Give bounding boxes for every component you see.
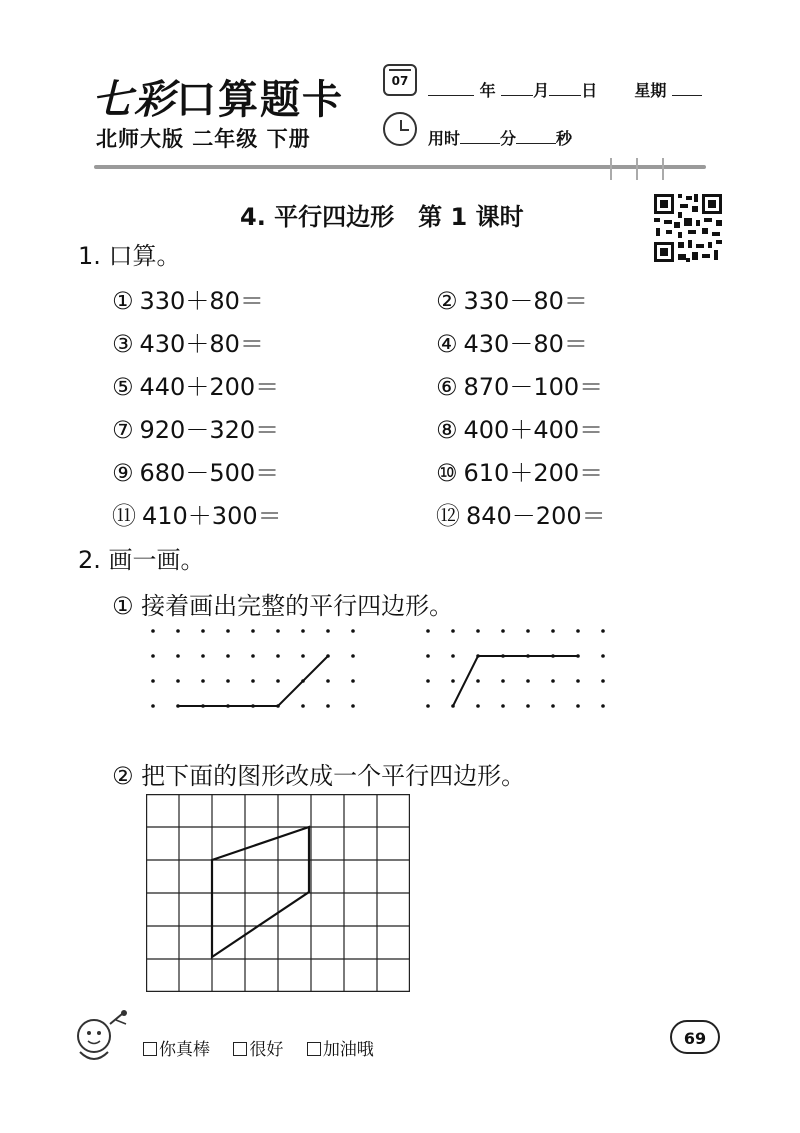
grid-dot	[226, 654, 230, 658]
grid-dot	[351, 629, 355, 633]
grid-dot	[301, 629, 305, 633]
minutes-label: 分	[500, 129, 517, 148]
trapezoid-shape	[212, 827, 309, 957]
grid-dot	[426, 654, 430, 658]
grid-dot	[326, 629, 330, 633]
equation-number: ⑫	[436, 502, 460, 530]
grid-dot	[151, 679, 155, 683]
grid-dot	[176, 654, 180, 658]
grid-dot	[276, 654, 280, 658]
square-grid[interactable]	[146, 794, 410, 992]
grid-dot	[476, 679, 480, 683]
checkbox-icon[interactable]	[233, 1042, 247, 1056]
weekday-blank[interactable]	[672, 81, 702, 96]
grid-dot	[351, 679, 355, 683]
grid-dot	[251, 679, 255, 683]
grid-dot	[251, 654, 255, 658]
equation-number: ⑥	[436, 373, 458, 401]
grid-dot	[601, 679, 605, 683]
grid-dot	[576, 704, 580, 708]
equation-item	[112, 324, 264, 359]
rating-label: 你真棒	[159, 1040, 210, 1060]
grid-dot	[451, 629, 455, 633]
grid-dot	[426, 629, 430, 633]
equation-expression: 610＋200＝	[463, 459, 604, 487]
drawing-question-2: ② 把下面的图形改成一个平行四边形。	[112, 762, 526, 790]
header-divider	[94, 165, 706, 169]
equation-item	[436, 410, 603, 445]
grid-dot	[551, 629, 555, 633]
clock-icon	[383, 112, 417, 146]
seconds-blank[interactable]	[516, 129, 556, 144]
equation-number: ⑦	[112, 416, 134, 444]
checkbox-icon[interactable]	[307, 1042, 321, 1056]
brand-title-part1: 七彩	[92, 77, 176, 123]
dot-grid-left	[151, 629, 355, 708]
grid-dot	[351, 654, 355, 658]
checkbox-icon[interactable]	[143, 1042, 157, 1056]
date-row	[428, 78, 702, 101]
grid-dot	[151, 629, 155, 633]
grid-dot	[551, 704, 555, 708]
grid-dot	[151, 654, 155, 658]
dot-grid-area[interactable]	[140, 620, 620, 720]
minutes-blank[interactable]	[460, 129, 500, 144]
time-used-label: 用时	[428, 129, 461, 148]
grid-dot	[451, 679, 455, 683]
grid-dot	[576, 629, 580, 633]
grid-dot	[501, 679, 505, 683]
equation-expression: 330＋80＝	[139, 287, 264, 315]
grid-dot	[526, 704, 530, 708]
page-number: 69	[670, 1020, 720, 1054]
grid-dot	[526, 679, 530, 683]
grid-dot	[476, 629, 480, 633]
equation-expression: 410＋300＝	[142, 502, 282, 530]
section2-title: 2. 画一画。	[78, 546, 205, 574]
rating-option-2[interactable]	[233, 1040, 283, 1060]
grid-dot	[226, 679, 230, 683]
dot-grid-right	[426, 629, 620, 708]
month-label: 月	[533, 81, 550, 100]
grid-dot	[601, 629, 605, 633]
calendar-icon	[383, 64, 417, 96]
rating-option-3[interactable]	[307, 1040, 374, 1060]
equation-expression: 840－200＝	[466, 502, 606, 530]
equation-expression: 400＋400＝	[463, 416, 604, 444]
grid-dot	[351, 704, 355, 708]
grid-dot	[526, 629, 530, 633]
equation-item	[112, 453, 279, 488]
equation-item	[112, 281, 264, 316]
qr-code-icon[interactable]	[652, 192, 724, 264]
grid-dot	[501, 704, 505, 708]
divider-tick	[662, 158, 664, 180]
grid-dot	[426, 679, 430, 683]
grid-dot	[226, 629, 230, 633]
equation-expression: 330－80＝	[463, 287, 588, 315]
grid-dot	[326, 704, 330, 708]
equation-expression: 430－80＝	[463, 330, 588, 358]
grid-dot	[476, 704, 480, 708]
equation-number: ②	[436, 287, 458, 315]
grid-dot	[326, 679, 330, 683]
day-blank[interactable]	[549, 81, 581, 96]
grid-dot	[301, 704, 305, 708]
grid-dot	[251, 629, 255, 633]
time-row	[428, 126, 572, 149]
weekday-label: 星期	[634, 81, 667, 100]
section1-title: 1. 口算。	[78, 242, 181, 270]
equation-number: ⑤	[112, 373, 134, 401]
equation-number: ⑩	[436, 459, 458, 487]
equation-number: ①	[112, 287, 134, 315]
grid-dot	[426, 704, 430, 708]
seconds-label: 秒	[556, 129, 573, 148]
equation-expression: 680－500＝	[139, 459, 280, 487]
rating-label: 很好	[249, 1040, 284, 1060]
rating-options	[143, 1035, 392, 1060]
grid-dot	[151, 704, 155, 708]
brand-title	[92, 68, 344, 125]
grid-dot	[601, 654, 605, 658]
rating-option-1[interactable]	[143, 1040, 210, 1060]
grid-dot	[201, 679, 205, 683]
grid-dot	[176, 629, 180, 633]
calendar-day: 07	[391, 74, 409, 88]
lesson-title: 4. 平行四边形 第 1 课时	[240, 203, 524, 231]
equation-number: ④	[436, 330, 458, 358]
equation-expression: 440＋200＝	[139, 373, 280, 401]
grid-dot	[201, 629, 205, 633]
grid-dot	[501, 629, 505, 633]
edition-label: 北师大版 二年级 下册	[96, 127, 311, 151]
grid-dot	[601, 704, 605, 708]
grid-dot	[576, 679, 580, 683]
grid-dot	[451, 654, 455, 658]
equation-item	[436, 496, 606, 531]
grid-dot	[276, 629, 280, 633]
grid-dot	[301, 654, 305, 658]
equation-item	[436, 324, 588, 359]
year-label: 年	[479, 81, 496, 100]
brand-title-part2: 口算题卡	[176, 77, 344, 123]
equation-number: ⑧	[436, 416, 458, 444]
equation-item	[436, 453, 603, 488]
equation-number: ③	[112, 330, 134, 358]
equation-expression: 920－320＝	[139, 416, 280, 444]
rating-label: 加油哦	[322, 1040, 374, 1060]
equation-number: ⑨	[112, 459, 134, 487]
grid-dot	[551, 679, 555, 683]
equation-item	[436, 367, 603, 402]
equation-item	[436, 281, 588, 316]
year-blank[interactable]	[428, 81, 474, 96]
divider-tick	[610, 158, 612, 180]
mascot-icon	[66, 1008, 136, 1068]
equation-item	[112, 367, 279, 402]
equation-number: ⑪	[112, 502, 136, 530]
partial-parallelogram-right	[453, 656, 578, 706]
equation-expression: 430＋80＝	[139, 330, 264, 358]
grid-dot	[176, 679, 180, 683]
day-label: 日	[581, 81, 598, 100]
divider-tick	[636, 158, 638, 180]
drawing-question-1: ① 接着画出完整的平行四边形。	[112, 592, 454, 620]
grid-dot	[276, 679, 280, 683]
equation-expression: 870－100＝	[463, 373, 604, 401]
equation-item	[112, 496, 282, 531]
grid-dot	[201, 654, 205, 658]
equation-item	[112, 410, 279, 445]
month-blank[interactable]	[501, 81, 533, 96]
